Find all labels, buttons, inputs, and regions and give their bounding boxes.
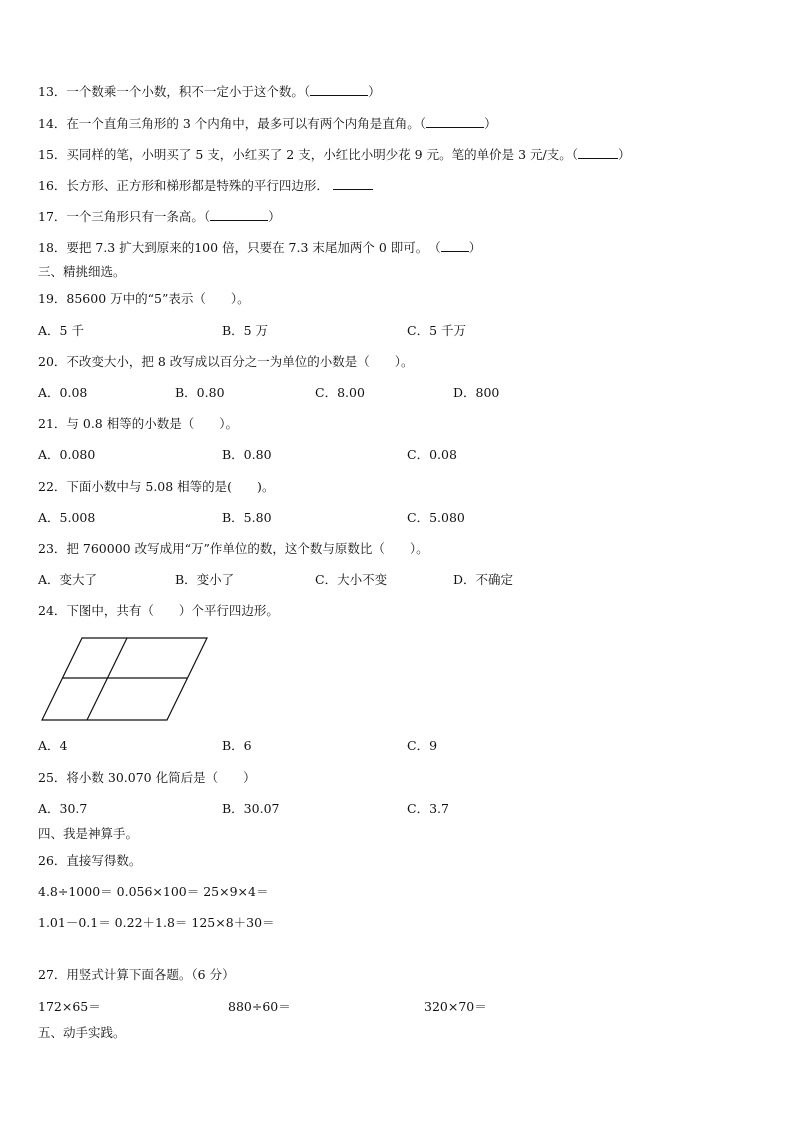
option-a[interactable]: A．变大了 (38, 572, 98, 587)
question-26-text: 26．直接写得数。 (38, 853, 142, 868)
option-a[interactable]: A．30.7 (38, 801, 88, 816)
answer-blank[interactable] (310, 83, 368, 96)
option-b[interactable]: B．6 (222, 738, 252, 753)
option-d[interactable]: D．不确定 (453, 572, 514, 587)
option-b[interactable]: B．0.80 (175, 385, 225, 400)
slanted-divider (87, 638, 127, 720)
answer-blank[interactable] (578, 146, 618, 159)
section-3-heading: 三、精挑细选。 (38, 264, 126, 279)
option-c[interactable]: C．5.080 (407, 510, 465, 525)
mental-math-row-1: 4.8÷1000＝ 0.056×100＝ 25×9×4＝ (38, 884, 269, 899)
mental-math-row-2: 1.01－0.1＝ 0.22＋1.8＝ 125×8＋30＝ (38, 915, 275, 930)
option-c[interactable]: C．3.7 (407, 801, 449, 816)
parallelogram-figure (40, 636, 212, 726)
option-a[interactable]: A．5.008 (38, 510, 96, 525)
question-22-text: 22．下面小数中与 5.08 相等的是( )。 (38, 479, 275, 494)
question-15-text: 15．买同样的笔，小明买了 5 支，小红买了 2 支，小红比小明少花 9 元。笔的单价是 3 元/支。（ (38, 147, 578, 162)
question-17-close: ） (268, 209, 281, 224)
question-13-text: 13．一个数乘一个小数，积不一定小于这个数。（ (38, 84, 311, 99)
option-a[interactable]: A．5 千 (38, 323, 84, 338)
question-15 (38, 146, 630, 163)
option-b[interactable]: B．30.07 (222, 801, 280, 816)
question-14-text: 14．在一个直角三角形的 3 个内角中，最多可以有两个内角是直角。（ (38, 116, 427, 131)
answer-blank[interactable] (333, 177, 373, 190)
option-c[interactable]: C．0.08 (407, 447, 457, 462)
option-d[interactable]: D．800 (453, 385, 500, 400)
option-c[interactable]: C．大小不变 (315, 572, 388, 587)
option-a[interactable]: A．4 (38, 738, 68, 753)
question-18 (38, 239, 481, 256)
question-19-text: 19．85600 万中的“5”表示（ ）。 (38, 291, 250, 306)
question-13 (38, 83, 381, 100)
question-15-close: ） (617, 147, 631, 162)
question-18-close: ） (468, 240, 482, 255)
section-4-heading: 四、我是神算手。 (38, 826, 139, 841)
answer-blank[interactable] (426, 115, 484, 128)
option-c[interactable]: C．8.00 (315, 385, 365, 400)
question-16-text: 16．长方形、正方形和梯形都是特殊的平行四边形． (38, 178, 329, 193)
question-27-text: 27．用竖式计算下面各题。（6 分） (38, 967, 235, 982)
question-21-text: 21．与 0.8 相等的小数是（ ）。 (38, 416, 238, 431)
question-13-close: ） (368, 84, 381, 99)
question-24-text: 24．下图中，共有（ ）个平行四边形。 (38, 603, 279, 618)
question-25-text: 25．将小数 30.070 化简后是（ ） (38, 770, 256, 785)
question-18-text: 18．要把 7.3 扩大到原来的100 倍，只要在 7.3 末尾加两个 0 即可。 （ (38, 240, 441, 255)
answer-blank[interactable] (210, 208, 268, 221)
vertical-calc-2: 880÷60＝ (228, 999, 291, 1014)
option-c[interactable]: C．9 (407, 738, 438, 753)
outer-parallelogram (42, 638, 207, 720)
option-b[interactable]: B．0.80 (222, 447, 272, 462)
question-14 (38, 115, 497, 132)
option-b[interactable]: B．5.80 (222, 510, 272, 525)
answer-blank[interactable] (441, 239, 469, 252)
question-14-close: ） (484, 116, 497, 131)
section-5-heading: 五、动手实践。 (38, 1025, 126, 1040)
question-20-text: 20．不改变大小，把 8 改写成以百分之一为单位的小数是（ ）。 (38, 354, 414, 369)
option-c[interactable]: C．5 千万 (407, 323, 466, 338)
option-a[interactable]: A．0.08 (38, 385, 88, 400)
option-b[interactable]: B．5 万 (222, 323, 269, 338)
option-b[interactable]: B．变小了 (175, 572, 235, 587)
vertical-calc-3: 320×70＝ (424, 999, 487, 1014)
question-17-text: 17．一个三角形只有一条高。（ (38, 209, 211, 224)
question-23-text: 23．把 760000 改写成用“万”作单位的数，这个数与原数比（ ）。 (38, 541, 429, 556)
vertical-calc-1: 172×65＝ (38, 999, 101, 1014)
question-16 (38, 177, 373, 194)
option-a[interactable]: A．0.080 (38, 447, 96, 462)
question-17 (38, 208, 281, 225)
